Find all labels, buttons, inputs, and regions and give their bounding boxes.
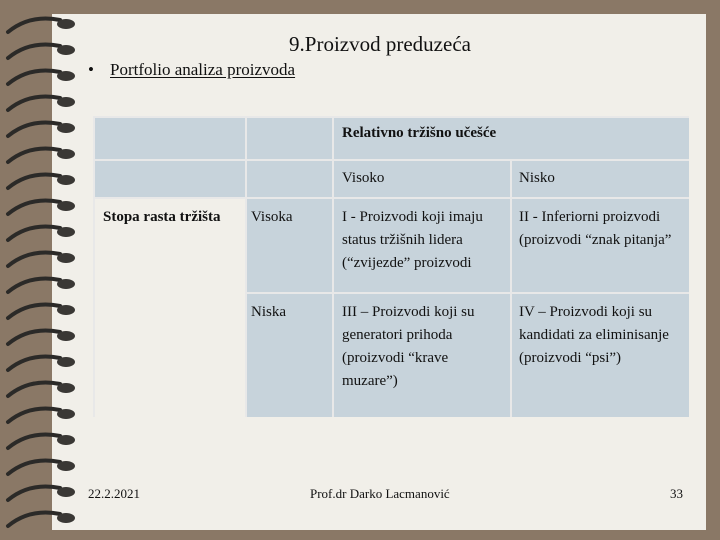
spiral-binding <box>0 0 80 540</box>
binding-ring <box>8 149 60 163</box>
table-corner-cell-2 <box>247 118 334 161</box>
binding-hole <box>57 383 75 393</box>
column-header-visoko: Visoko <box>334 161 512 199</box>
binding-ring <box>8 331 60 345</box>
binding-hole <box>57 19 75 29</box>
table-corner-cell-4 <box>247 161 334 199</box>
binding-ring <box>8 305 60 319</box>
table-cell-zvijezde: I - Proizvodi koji imaju status tržišnih lidera (“zvijezde” proizvodi <box>334 199 512 294</box>
slide-title: 9.Proizvod preduzeća <box>289 32 471 56</box>
table-cell-krave-muzare: III – Proizvodi koji su generatori prihoda (proizvodi “krave muzare”) <box>334 294 512 417</box>
binding-ring <box>8 383 60 397</box>
binding-ring <box>8 175 60 189</box>
binding-hole <box>57 175 75 185</box>
binding-hole <box>57 435 75 445</box>
row-label-niska: Niska <box>247 294 334 417</box>
binding-ring <box>8 227 60 241</box>
binding-hole <box>57 227 75 237</box>
binding-ring <box>8 201 60 215</box>
table-corner-cell-1 <box>95 118 247 161</box>
binding-hole <box>57 409 75 419</box>
binding-ring <box>8 253 60 267</box>
bullet-text: Portfolio analiza proizvoda <box>110 60 296 79</box>
table-header-group: Relativno tržišno učešće <box>334 118 689 161</box>
binding-hole <box>57 253 75 263</box>
binding-ring <box>8 513 60 527</box>
binding-hole <box>57 513 75 523</box>
binding-ring <box>8 71 60 85</box>
column-header-nisko: Nisko <box>512 161 689 199</box>
binding-hole <box>57 331 75 341</box>
binding-ring <box>8 97 60 111</box>
binding-hole <box>57 201 75 211</box>
binding-hole <box>57 97 75 107</box>
binding-ring <box>8 123 60 137</box>
portfolio-table <box>93 116 689 417</box>
row-group-label: Stopa rasta tržišta <box>95 199 247 417</box>
binding-ring <box>8 409 60 423</box>
bullet-symbol: • <box>88 60 94 79</box>
table-cell-znak-pitanja: II - Inferiorni proizvodi (proizvodi “znak pitanja” <box>512 199 689 294</box>
binding-hole <box>57 123 75 133</box>
footer-page-number: 33 <box>670 486 683 501</box>
row-label-visoka: Visoka <box>247 199 334 294</box>
binding-hole <box>57 279 75 289</box>
binding-hole <box>57 461 75 471</box>
binding-ring <box>8 279 60 293</box>
table-cell-psi: IV – Proizvodi koji su kandidati za eliminisanje (proizvodi “psi”) <box>512 294 689 417</box>
binding-ring <box>8 461 60 475</box>
binding-hole <box>57 71 75 81</box>
binding-ring <box>8 487 60 501</box>
binding-ring <box>8 435 60 449</box>
binding-hole <box>57 305 75 315</box>
binding-hole <box>57 487 75 497</box>
footer-author: Prof.dr Darko Lacmanović <box>310 486 450 501</box>
binding-hole <box>57 149 75 159</box>
binding-ring <box>8 19 60 33</box>
binding-hole <box>57 357 75 367</box>
binding-ring <box>8 357 60 371</box>
footer-date: 22.2.2021 <box>88 486 140 501</box>
table-corner-cell-3 <box>95 161 247 199</box>
bullet-item <box>88 60 295 80</box>
